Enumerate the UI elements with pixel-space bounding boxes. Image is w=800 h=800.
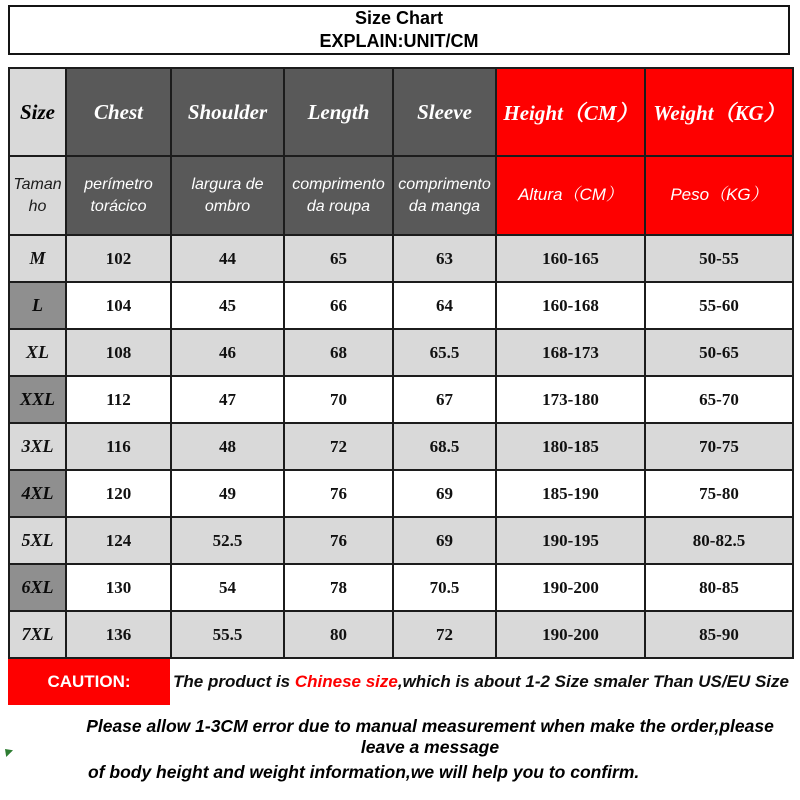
cell-height: 180-185 [496,423,645,470]
cell-length: 80 [284,611,393,658]
cell-shoulder: 46 [171,329,284,376]
table-row-xl [9,329,793,376]
header-chest: Chest [66,68,171,156]
cell-length: 66 [284,282,393,329]
cell-height: 160-168 [496,282,645,329]
header-weight-pt: Peso（KG） [645,156,793,235]
cell-length: 72 [284,423,393,470]
cell-height: 173-180 [496,376,645,423]
header-size-pt: Tamanho [9,156,66,235]
cell-shoulder: 48 [171,423,284,470]
cell-length: 65 [284,235,393,282]
cell-length: 76 [284,517,393,564]
cell-shoulder: 45 [171,282,284,329]
cell-chest: 108 [66,329,171,376]
cell-sleeve: 68.5 [393,423,496,470]
caution-text [170,659,792,705]
header-weight: Weight（KG） [645,68,793,156]
cell-size: XL [9,329,66,376]
header-shoulder-pt: largura de ombro [171,156,284,235]
cell-sleeve: 67 [393,376,496,423]
green-artifact-mark [5,749,13,757]
cell-sleeve: 63 [393,235,496,282]
header-sleeve: Sleeve [393,68,496,156]
cell-length: 68 [284,329,393,376]
caution-badge: CAUTION: [8,659,170,705]
cell-weight: 80-85 [645,564,793,611]
table-row-4xl [9,470,793,517]
cell-length: 70 [284,376,393,423]
caution-text-suffix: ,which is about 1-2 Size smaler Than US/EU Size [397,672,789,691]
cell-weight: 65-70 [645,376,793,423]
header-height-pt: Altura（CM） [496,156,645,235]
cell-shoulder: 49 [171,470,284,517]
cell-size: L [9,282,66,329]
cell-weight: 70-75 [645,423,793,470]
cell-chest: 102 [66,235,171,282]
cell-size: 3XL [9,423,66,470]
cell-chest: 120 [66,470,171,517]
cell-height: 190-200 [496,564,645,611]
cell-weight: 50-55 [645,235,793,282]
title-box [8,5,790,55]
cell-weight: 80-82.5 [645,517,793,564]
cell-size: XXL [9,376,66,423]
cell-size: 4XL [9,470,66,517]
cell-weight: 55-60 [645,282,793,329]
header-size: Size [9,68,66,156]
cell-weight: 85-90 [645,611,793,658]
cell-shoulder: 52.5 [171,517,284,564]
cell-weight: 75-80 [645,470,793,517]
page-title: Size Chart [354,8,444,28]
cell-sleeve: 72 [393,611,496,658]
cell-shoulder: 47 [171,376,284,423]
caution-row [8,659,792,705]
caution-text-prefix: The product is [173,672,295,691]
table-row-m [9,235,793,282]
table-row-3xl [9,423,793,470]
cell-chest: 116 [66,423,171,470]
header-row-pt [9,156,793,235]
header-chest-pt: perímetro torácico [66,156,171,235]
page-subtitle: EXPLAIN:UNIT/CM [319,31,479,51]
footer-note-line1: Please allow 1-3CM error due to manual measurement when make the order,please leave a message [86,716,774,757]
table-row-6xl [9,564,793,611]
cell-sleeve: 69 [393,470,496,517]
header-row-en [9,68,793,156]
cell-shoulder: 44 [171,235,284,282]
table-row-l [9,282,793,329]
cell-size: 5XL [9,517,66,564]
cell-height: 190-200 [496,611,645,658]
cell-chest: 112 [66,376,171,423]
cell-chest: 104 [66,282,171,329]
cell-sleeve: 65.5 [393,329,496,376]
header-sleeve-pt: comprimento da manga [393,156,496,235]
cell-size: 7XL [9,611,66,658]
cell-chest: 124 [66,517,171,564]
cell-height: 168-173 [496,329,645,376]
cell-height: 190-195 [496,517,645,564]
header-height: Height（CM） [496,68,645,156]
cell-size: M [9,235,66,282]
cell-weight: 50-65 [645,329,793,376]
size-table [8,67,794,659]
cell-height: 185-190 [496,470,645,517]
header-length: Length [284,68,393,156]
cell-length: 76 [284,470,393,517]
header-shoulder: Shoulder [171,68,284,156]
cell-sleeve: 69 [393,517,496,564]
cell-shoulder: 54 [171,564,284,611]
cell-length: 78 [284,564,393,611]
caution-text-highlight: Chinese size [294,672,398,691]
cell-height: 160-165 [496,235,645,282]
footer-note-line2: of body height and weight information,we will help you to confirm. [88,762,640,782]
cell-shoulder: 55.5 [171,611,284,658]
cell-chest: 136 [66,611,171,658]
table-row-7xl [9,611,793,658]
header-length-pt: comprimento da roupa [284,156,393,235]
cell-sleeve: 70.5 [393,564,496,611]
table-row-5xl [9,517,793,564]
cell-sleeve: 64 [393,282,496,329]
table-row-xxl [9,376,793,423]
cell-size: 6XL [9,564,66,611]
cell-chest: 130 [66,564,171,611]
size-chart-sheet [8,67,792,705]
